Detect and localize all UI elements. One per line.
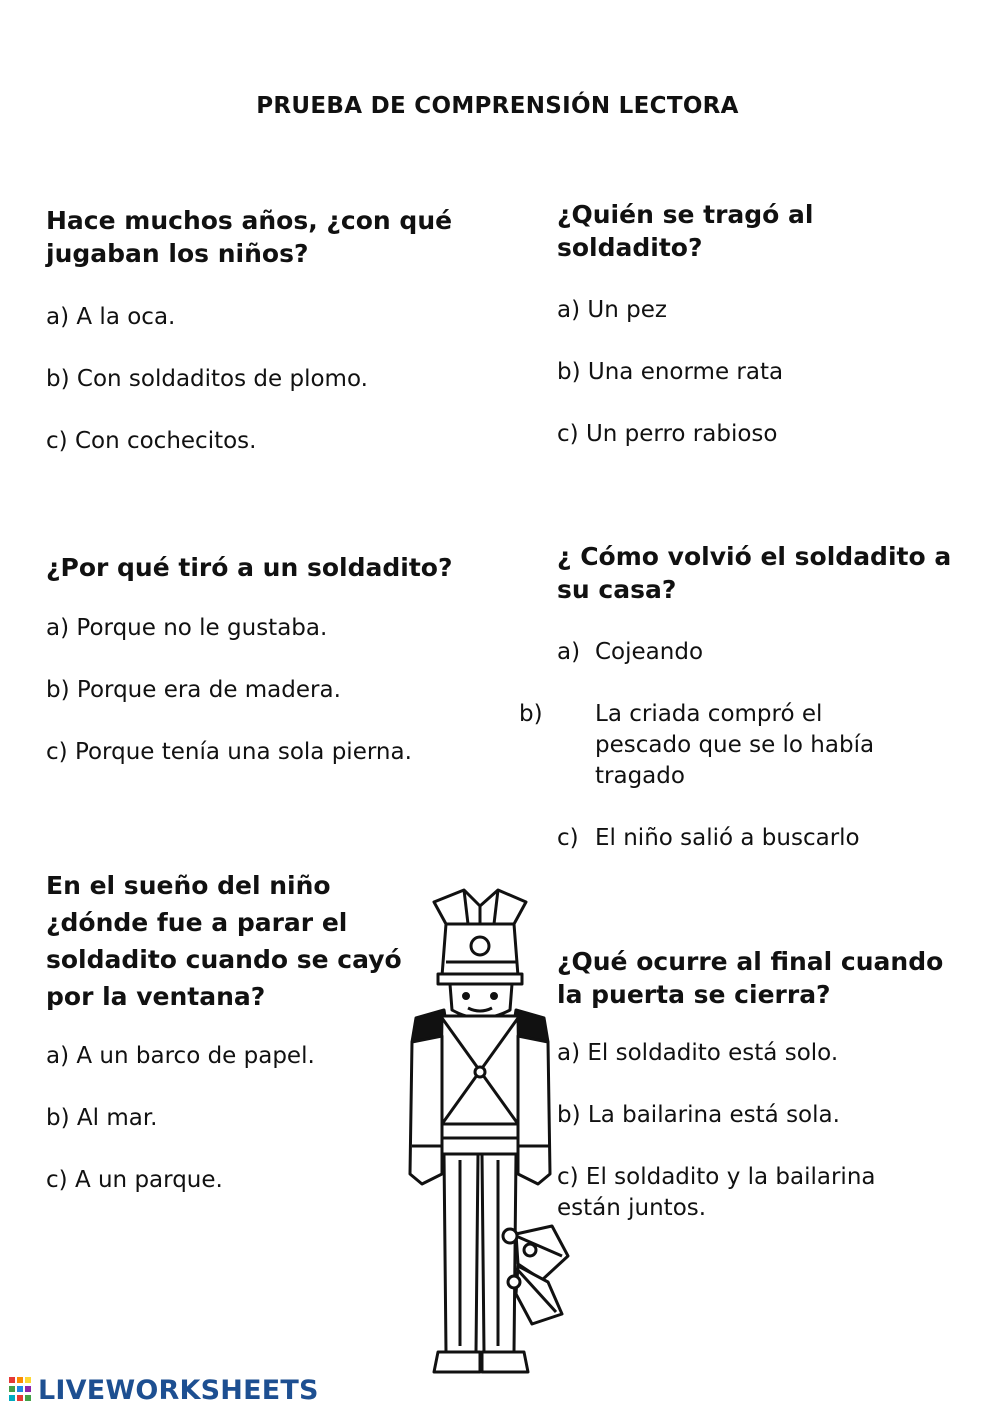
option-1c[interactable] (46, 426, 506, 457)
option-text: Un perro rabioso (585, 421, 778, 447)
option-5b[interactable] (46, 1103, 426, 1134)
option-text-line-3: tragado (595, 763, 685, 789)
option-2b[interactable] (557, 357, 987, 388)
option-letter: a) (46, 304, 70, 330)
question-block-6 (557, 945, 992, 1224)
option-text: El niño salió a buscarlo (595, 825, 860, 851)
option-letter: c) (46, 428, 68, 454)
option-5c[interactable] (46, 1165, 426, 1196)
option-letter: b) (46, 366, 70, 392)
option-letter: b) (46, 1105, 70, 1131)
question-4-line-2: su casa? (557, 575, 677, 604)
footer-brand[interactable] (8, 1373, 319, 1407)
option-letter: a) (46, 1043, 70, 1069)
question-6-line-1: ¿Qué ocurre al final cuando (557, 947, 944, 976)
question-block-5 (46, 867, 426, 1196)
question-6-line-2: la puerta se cierra? (557, 980, 831, 1009)
page-title: PRUEBA DE COMPRENSIÓN LECTORA (256, 93, 739, 119)
question-5-line-1: En el sueño del niño (46, 871, 331, 900)
question-5-line-3: soldadito cuando se cayó (46, 945, 402, 974)
question-5-line-4: por la ventana? (46, 982, 266, 1011)
option-text: Porque tenía una sola pierna. (74, 739, 412, 765)
question-3-line-1: ¿Por qué tiró a un soldadito? (46, 553, 453, 582)
option-3c[interactable] (46, 737, 516, 768)
option-text: Con soldaditos de plomo. (76, 366, 368, 392)
question-1-line-2: jugaban los niños? (46, 239, 309, 268)
option-text-line-1: La criada compró el (595, 701, 823, 727)
question-6 (557, 945, 992, 1011)
question-block-3 (46, 551, 516, 768)
question-3 (46, 551, 516, 584)
option-text: La bailarina está sola. (587, 1102, 840, 1128)
option-text-line-1: c) El soldadito y la bailarina (557, 1164, 876, 1190)
option-text: Un pez (587, 297, 667, 323)
option-4a[interactable] (557, 637, 992, 668)
option-text: Porque no le gustaba. (76, 615, 328, 641)
option-1b[interactable] (46, 364, 506, 395)
option-3a[interactable] (46, 613, 516, 644)
option-letter: b) (557, 1102, 581, 1128)
question-2 (557, 198, 987, 264)
option-text: El soldadito está solo. (587, 1040, 839, 1066)
question-4 (557, 540, 992, 606)
option-text-line-2: están juntos. (557, 1195, 707, 1221)
option-2a[interactable] (557, 295, 987, 326)
question-5-line-2: ¿dónde fue a parar el (46, 908, 348, 937)
option-letter: a) (557, 1040, 581, 1066)
question-block-4 (519, 540, 992, 854)
option-5a[interactable] (46, 1041, 426, 1072)
question-1 (46, 204, 506, 270)
option-letter: c) (557, 825, 579, 851)
option-letter: a) (46, 615, 70, 641)
option-letter: b) (46, 677, 70, 703)
option-letter: a) (557, 639, 581, 665)
option-text: Con cochecitos. (74, 428, 257, 454)
option-6b[interactable] (557, 1100, 992, 1131)
option-text: Porque era de madera. (76, 677, 341, 703)
option-letter: b) (519, 701, 543, 727)
liveworksheets-logo-icon (8, 1375, 34, 1405)
footer-brand-text: LIVEWORKSHEETS (38, 1374, 319, 1406)
question-5 (46, 867, 426, 1015)
option-letter: c) (46, 1167, 68, 1193)
option-6c[interactable] (557, 1162, 992, 1224)
option-text: Cojeando (595, 639, 704, 665)
question-2-line-2: soldadito? (557, 233, 703, 262)
option-text: Una enorme rata (587, 359, 784, 385)
toy-soldier-icon (402, 884, 572, 1380)
option-letter: b) (557, 359, 581, 385)
question-1-line-1: Hace muchos años, ¿con qué (46, 206, 453, 235)
option-text: A un parque. (74, 1167, 223, 1193)
option-text: A la oca. (76, 304, 176, 330)
question-4-line-1: ¿ Cómo volvió el soldadito a (557, 542, 952, 571)
option-4c[interactable] (557, 823, 992, 854)
question-block-2 (557, 198, 987, 450)
option-1a[interactable] (46, 302, 506, 333)
option-letter: c) (557, 421, 579, 447)
option-text-line-2: pescado que se lo había (595, 732, 875, 758)
option-6a[interactable] (557, 1038, 992, 1069)
option-text: A un barco de papel. (76, 1043, 315, 1069)
option-letter: c) (46, 739, 68, 765)
option-text: Al mar. (76, 1105, 158, 1131)
option-3b[interactable] (46, 675, 516, 706)
option-letter: a) (557, 297, 581, 323)
question-block-1 (46, 204, 506, 457)
option-4b[interactable] (519, 699, 992, 792)
question-2-line-1: ¿Quién se tragó al (557, 200, 814, 229)
option-2c[interactable] (557, 419, 987, 450)
